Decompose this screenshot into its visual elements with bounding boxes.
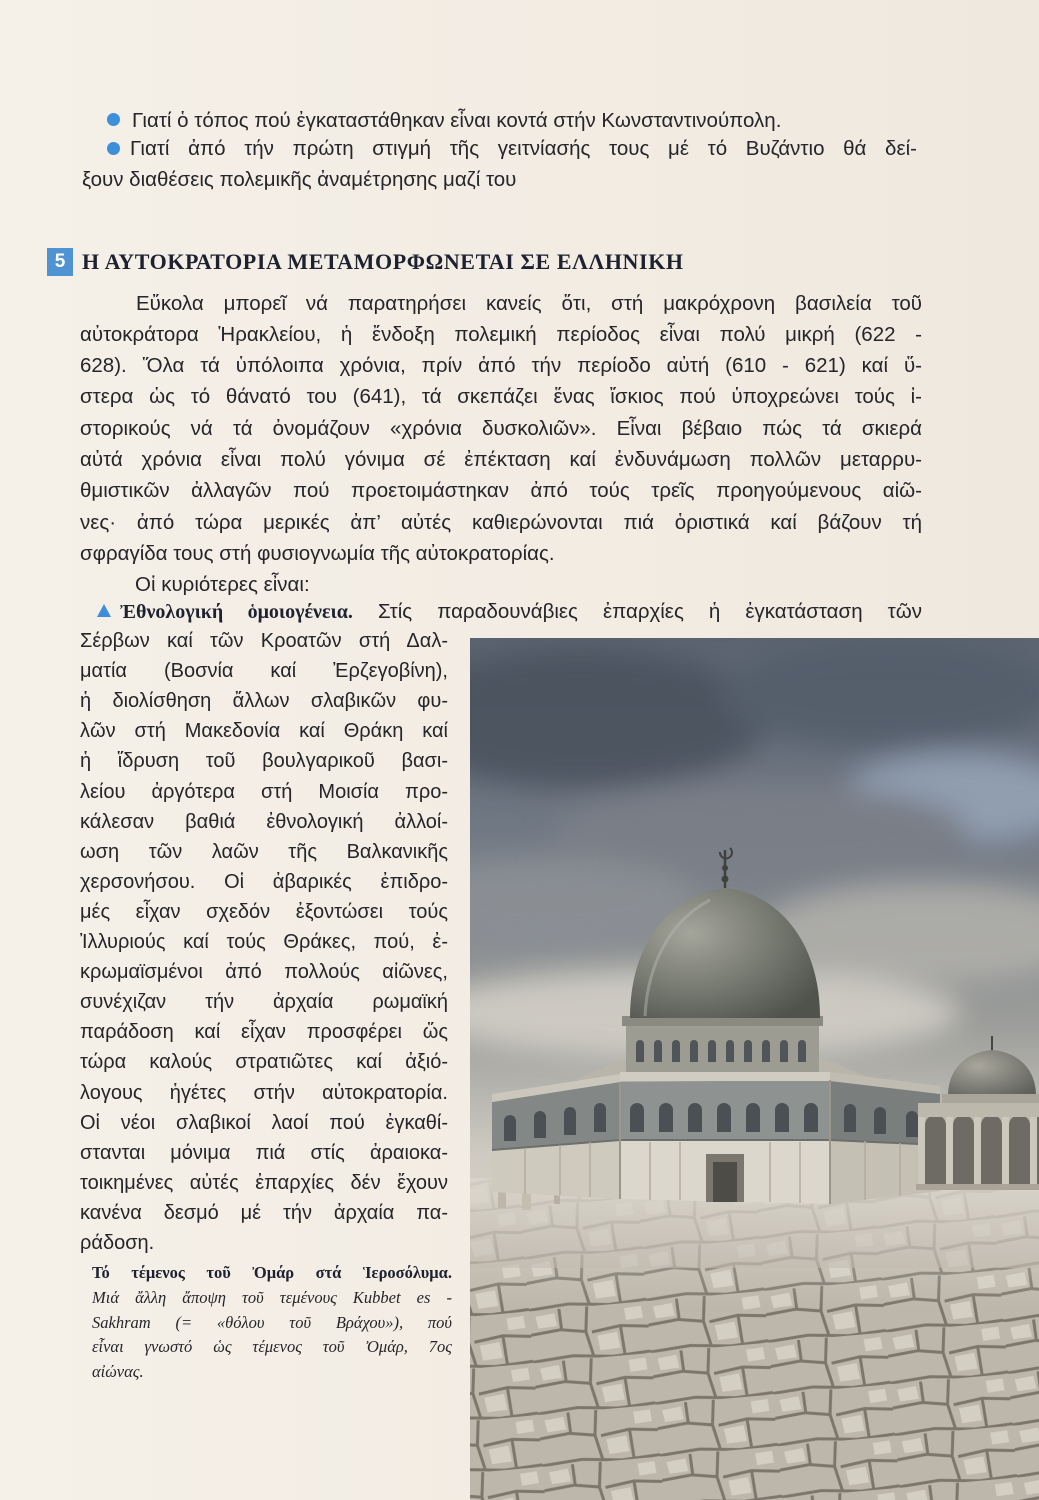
photo-image	[470, 638, 1039, 1500]
column-line: κάλεσαν βαθιά ἐθνολογική ἀλλοί-	[80, 810, 448, 833]
column-line: ματία (Βοσνία καί Ἐρζεγοβίνη),	[80, 660, 448, 683]
paragraph-line: σφραγίδα τους στή φυσιογνωμία τῆς αὐτοκρατορίας.	[80, 541, 555, 565]
paragraph-line: θμιστικῶν ἀλλαγῶν πού προετοιμάστηκαν ἀπό τούς τρεῖς προηγούμενους αἰῶ-	[80, 479, 922, 503]
column-line: Ἰλλυριούς καί τούς Θράκες, πού, ἐ-	[80, 931, 448, 953]
column-line: παράδοση καί εἶχαν προσφέρει ὥς	[80, 1021, 448, 1044]
bullet-line: Γιατί ἀπό τήν πρώτη στιγμή τῆς γειτνίασής τους μέ τό Βυζάντιο θά δεί-	[130, 137, 917, 160]
section-title: Η ΑΥΤΟΚΡΑΤΟΡΙΑ ΜΕΤΑΜΟΡΦΩΝΕΤΑΙ ΣΕ ΕΛΛΗΝΙΚΗ	[82, 249, 684, 274]
column-line: Οἱ νέοι σλαβικοί λαοί πού ἐγκαθί-	[80, 1111, 448, 1134]
paragraph-line: αὐτά χρόνια εἶναι πολύ γόνιμα σέ ἐπέκταση καί ἐνδυνάμωση πολλῶν μεταρρυ-	[80, 448, 922, 471]
column-line: συνέχιζαν τήν ἀρχαία ρωμαϊκή	[80, 991, 448, 1014]
column-line: στανται μόνιμα πιά στίς ἀραιοκα-	[80, 1141, 448, 1164]
bullet-dot-icon	[107, 113, 120, 126]
item-first-line	[120, 596, 922, 627]
paragraph-line: νες· ἀπό τώρα μερικές ἀπ’ αὐτές καθιερώνονται πιά ὁριστικά καί βάζουν τή	[80, 510, 922, 534]
column-line: τώρα καλούς στρατιῶτες καί ἀξιό-	[80, 1051, 448, 1074]
column-line: μές εἶχαν σχεδόν ἐξοντώσει τούς	[80, 900, 448, 923]
bullet-line: ξουν διαθέσεις πολεμικῆς ἀναμέτρησης μαζί του	[82, 168, 517, 191]
section-number-badge: 5	[47, 248, 73, 276]
column-line: κρωμαϊσμένοι ἀπό πολλούς αἰῶνες,	[80, 961, 448, 984]
item-title: Ἐθνολογική ὁμοιογένεια.	[120, 600, 353, 623]
column-line: τοικημένες αὐτές ἐπαρχίες δέν ἔχουν	[80, 1171, 448, 1194]
column-line: ἡ ἵδρυση τοῦ βουλγαρικοῦ βασι-	[80, 750, 448, 773]
caption-line: Μιά ἄλλη ἄποψη τοῦ τεμένους Kubbet es -	[92, 1288, 452, 1307]
item-first-line-text: Στίς παραδουνάβιες ἐπαρχίες ἡ ἐγκατάσταση τῶν	[377, 599, 922, 623]
column-line: ράδοση.	[80, 1232, 155, 1254]
paragraph-line: αὐτοκράτορα Ἡρακλείου, ἡ ἔνδοξη πολεμική περίοδος εἶναι πολύ μικρή (622 -	[80, 322, 922, 346]
column-line: λογους ἡγέτες στήν αὐτοκρατορία.	[80, 1081, 448, 1104]
caption-line: αἰώνας.	[92, 1361, 144, 1381]
paragraph-line: Εὔκολα μπορεῖ νά παρατηρήσει κανείς ὅτι, στή μακρόχρονη βασιλεία τοῦ	[136, 291, 922, 315]
column-line: ωση τῶν λαῶν τῆς Βαλκανικῆς	[80, 840, 448, 863]
column-line: λῶν στή Μακεδονία καί Θράκη καί	[80, 720, 448, 743]
bullet-dot-icon	[107, 142, 120, 155]
paragraph-line: στερα ὡς τό θάνατό του (641), τά σκεπάζει ἕνας ἴσκιος πού ὑποχρεώνει τούς ἰ-	[80, 385, 922, 409]
column-line: Σέρβων καί τῶν Κροατῶν στή Δαλ-	[80, 630, 448, 652]
column-line: κανένα δεσμό μέ τήν ἀρχαία πα-	[80, 1201, 448, 1224]
column-line: ἡ διολίσθηση ἄλλων σλαβικῶν φυ-	[80, 690, 448, 713]
photo-dome-of-the-rock	[470, 638, 1039, 1500]
paragraph-closing-line: Οἱ κυριότερες εἶναι:	[135, 573, 310, 597]
caption-title: Τό τέμενος τοῦ Ὀμάρ στά Ἱεροσόλυμα.	[92, 1263, 452, 1282]
caption-line: εἶναι γνωστό ὡς τέμενος τοῦ Ὀμάρ, 7ος	[92, 1337, 452, 1357]
paragraph-line: 628). Ὅλα τά ὑπόλοιπα χρόνια, πρίν ἀπό τήν περίοδο αὐτή (610 - 621) καί ὕ-	[80, 354, 922, 378]
bullet-line: Γιατί ὁ τόπος πού ἐγκαταστάθηκαν εἶναι κοντά στήν Κωνσταντινούπολη.	[132, 108, 782, 132]
paragraph-line: στορικούς νά τά ὀνομάζουν «χρόνια δυσκολιῶν». Εἶναι βέβαιο πώς τά σκιερά	[80, 416, 922, 440]
triangle-bullet-icon	[97, 604, 111, 617]
column-line: χερσονήσου. Οἱ ἀβαρικές ἐπιδρο-	[80, 870, 448, 893]
column-line: λείου ἀργότερα στή Μοισία προ-	[80, 780, 448, 803]
caption-line: Sakhram (= «θόλου τοῦ Βράχου»), πού	[92, 1312, 452, 1332]
